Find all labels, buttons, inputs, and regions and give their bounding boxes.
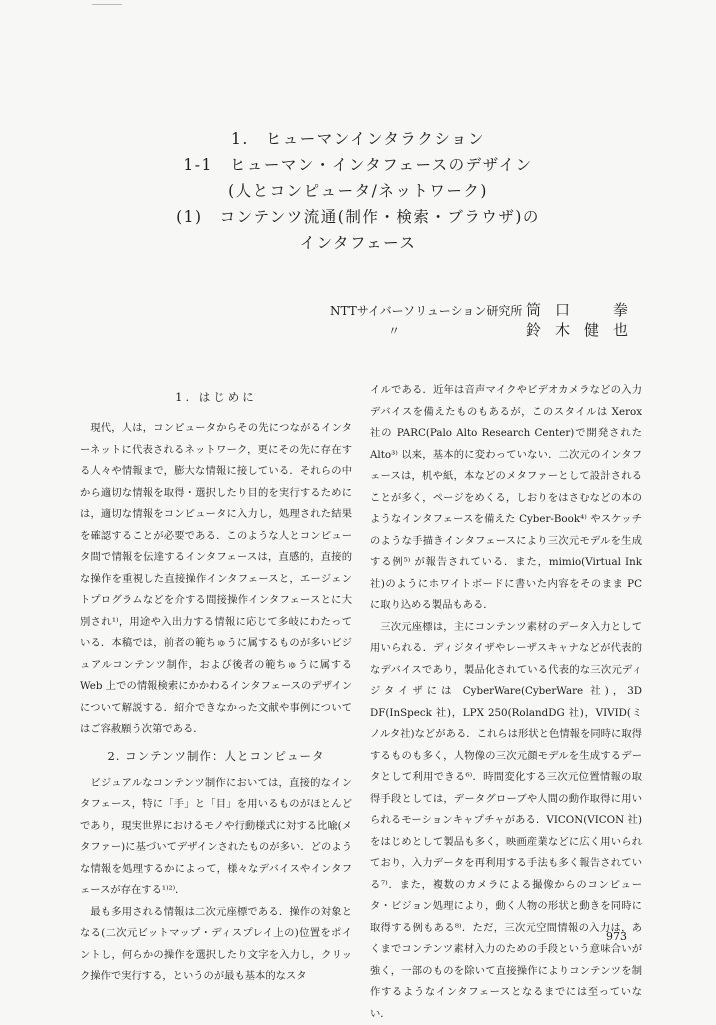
page-number: 973 [606, 930, 627, 943]
ditto-mark: 〃 [330, 322, 400, 339]
article-title [0, 126, 716, 256]
title-line: インタフェース [0, 230, 716, 256]
title-line: 1-1 ヒューマン・インタフェースのデザイン [0, 152, 716, 178]
section-heading: 2. コンテンツ制作：人とコンピュータ [80, 745, 352, 767]
left-column [80, 380, 352, 988]
title-line: 1. ヒューマンインタラクション [0, 126, 716, 152]
title-line: (人とコンピュータ/ネットワーク) [0, 178, 716, 204]
section-heading: 1. はじめに [80, 386, 352, 408]
paragraph: 最も多用される情報は二次元座標である．操作の対象となる(二次元ビットマップ・ディスプレイ上の)位置をポイントし，何らかの操作を選択したり文字を入力し，クリック操作で実行する，というのが最も基本的なスタ [80, 902, 352, 988]
author-name: 鈴木健也 [526, 319, 642, 340]
right-column [370, 380, 642, 1025]
title-line: (1) コンテンツ流通(制作・検索・ブラウザ)の [0, 204, 716, 230]
pencil-mark [92, 4, 122, 5]
paragraph: 現代，人は，コンピュータからその先につながるインターネットに代表されるネットワーク，更にその先に存在する人々や情報まで，膨大な情報に接している．それらの中から適切な情報を取得・選択したり目的を実行するためには，適切な情報をコンピュータに入力し，処理された結果を確認することが必要である．このような人とコンピュータ間で情報を伝達するインタフェースは，直感的，直接的な操作を重視した直接操作インタフェースと，エージェントプログラムなどを介する間接操作インタフェースとに大別され¹⁾，用途や入出力する情報に応じて多岐にわたっている．本稿では，前者の範ちゅうに属するものが多いビジュアルコンテンツ制作，および後者の範ちゅうに属する Web 上での情報検索にかかわるインタフェースのデザインについて解説する．紹介できなかった文献や事例についてはご容赦願う次第である． [80, 418, 352, 741]
organization: NTTサイバーソリューション研究所 [330, 302, 512, 319]
paragraph: イルである．近年は音声マイクやビデオカメラなどの入力デバイスを備えたものもあるが，このスタイルは Xerox 社の PARC(Palo Alto Research Center)で開発された Alto³⁾ 以来，基本的に変わっていない．二次元のインタフェースは，机や紙，本などのメタファーとして設計されることが多く，ページをめくる，しおりをはさむなどの本のようなインタフェースを備えた Cyber-Book⁴⁾ やスケッチのような手描きインタフェースにより三次元モデルを生成する例⁵⁾ が報告されている．また，mimio(Virtual Ink 社)のようにホワイトボードに書いた内容をそのまま PC に取り込める製品もある． [370, 380, 642, 617]
paragraph: ビジュアルなコンテンツ制作においては，直接的なインタフェース，特に「手」と「目」を用いるものがほとんどであり，現実世界におけるモノや行動様式に対する比喩(メタファー)に基づいてデザインされたものが多い．どのような情報を処理するかによって，様々なデバイスやインタフェースが存在する¹⁾²⁾． [80, 773, 352, 902]
author-name: 筒口 拳 [526, 299, 642, 320]
paragraph: 三次元座標は，主にコンテンツ素材のデータ入力として用いられる．ディジタイザやレーザスキャナなどが代表的なデバイスであり，製品化されている代表的な三次元ディジタイザには CyberWare(CyberWare 社)，3D DF(InSpeck 社)，LPX 250(RolandDG 社)，VIVID(ミノルタ社)などがある．これらは形状と色情報を同時に取得するものも多く，人物像の三次元顔モデルを生成するデータとして利用できる⁶⁾．時間変化する三次元位置情報の取得手段としては，データグローブや人間の動作取得に用いられるモーションキャプチャがある．VICON(VICON 社)をはじめとして製品も多く，映画産業などに広く用いられており，入力データを再利用する手法も多く報告されている⁷⁾．また，複数のカメラによる撮像からのコンピュータ・ビジョン処理により，動く人物の形状と動きを同時に取得する例もある⁸⁾．ただ，三次元空間情報の入力は，あくまでコンテンツ素材入力のための手段という意味合いが強く，一部のものを除いて直接操作によりコンテンツを制作するようなインタフェースとなるまでには至っていない． [370, 617, 642, 1025]
